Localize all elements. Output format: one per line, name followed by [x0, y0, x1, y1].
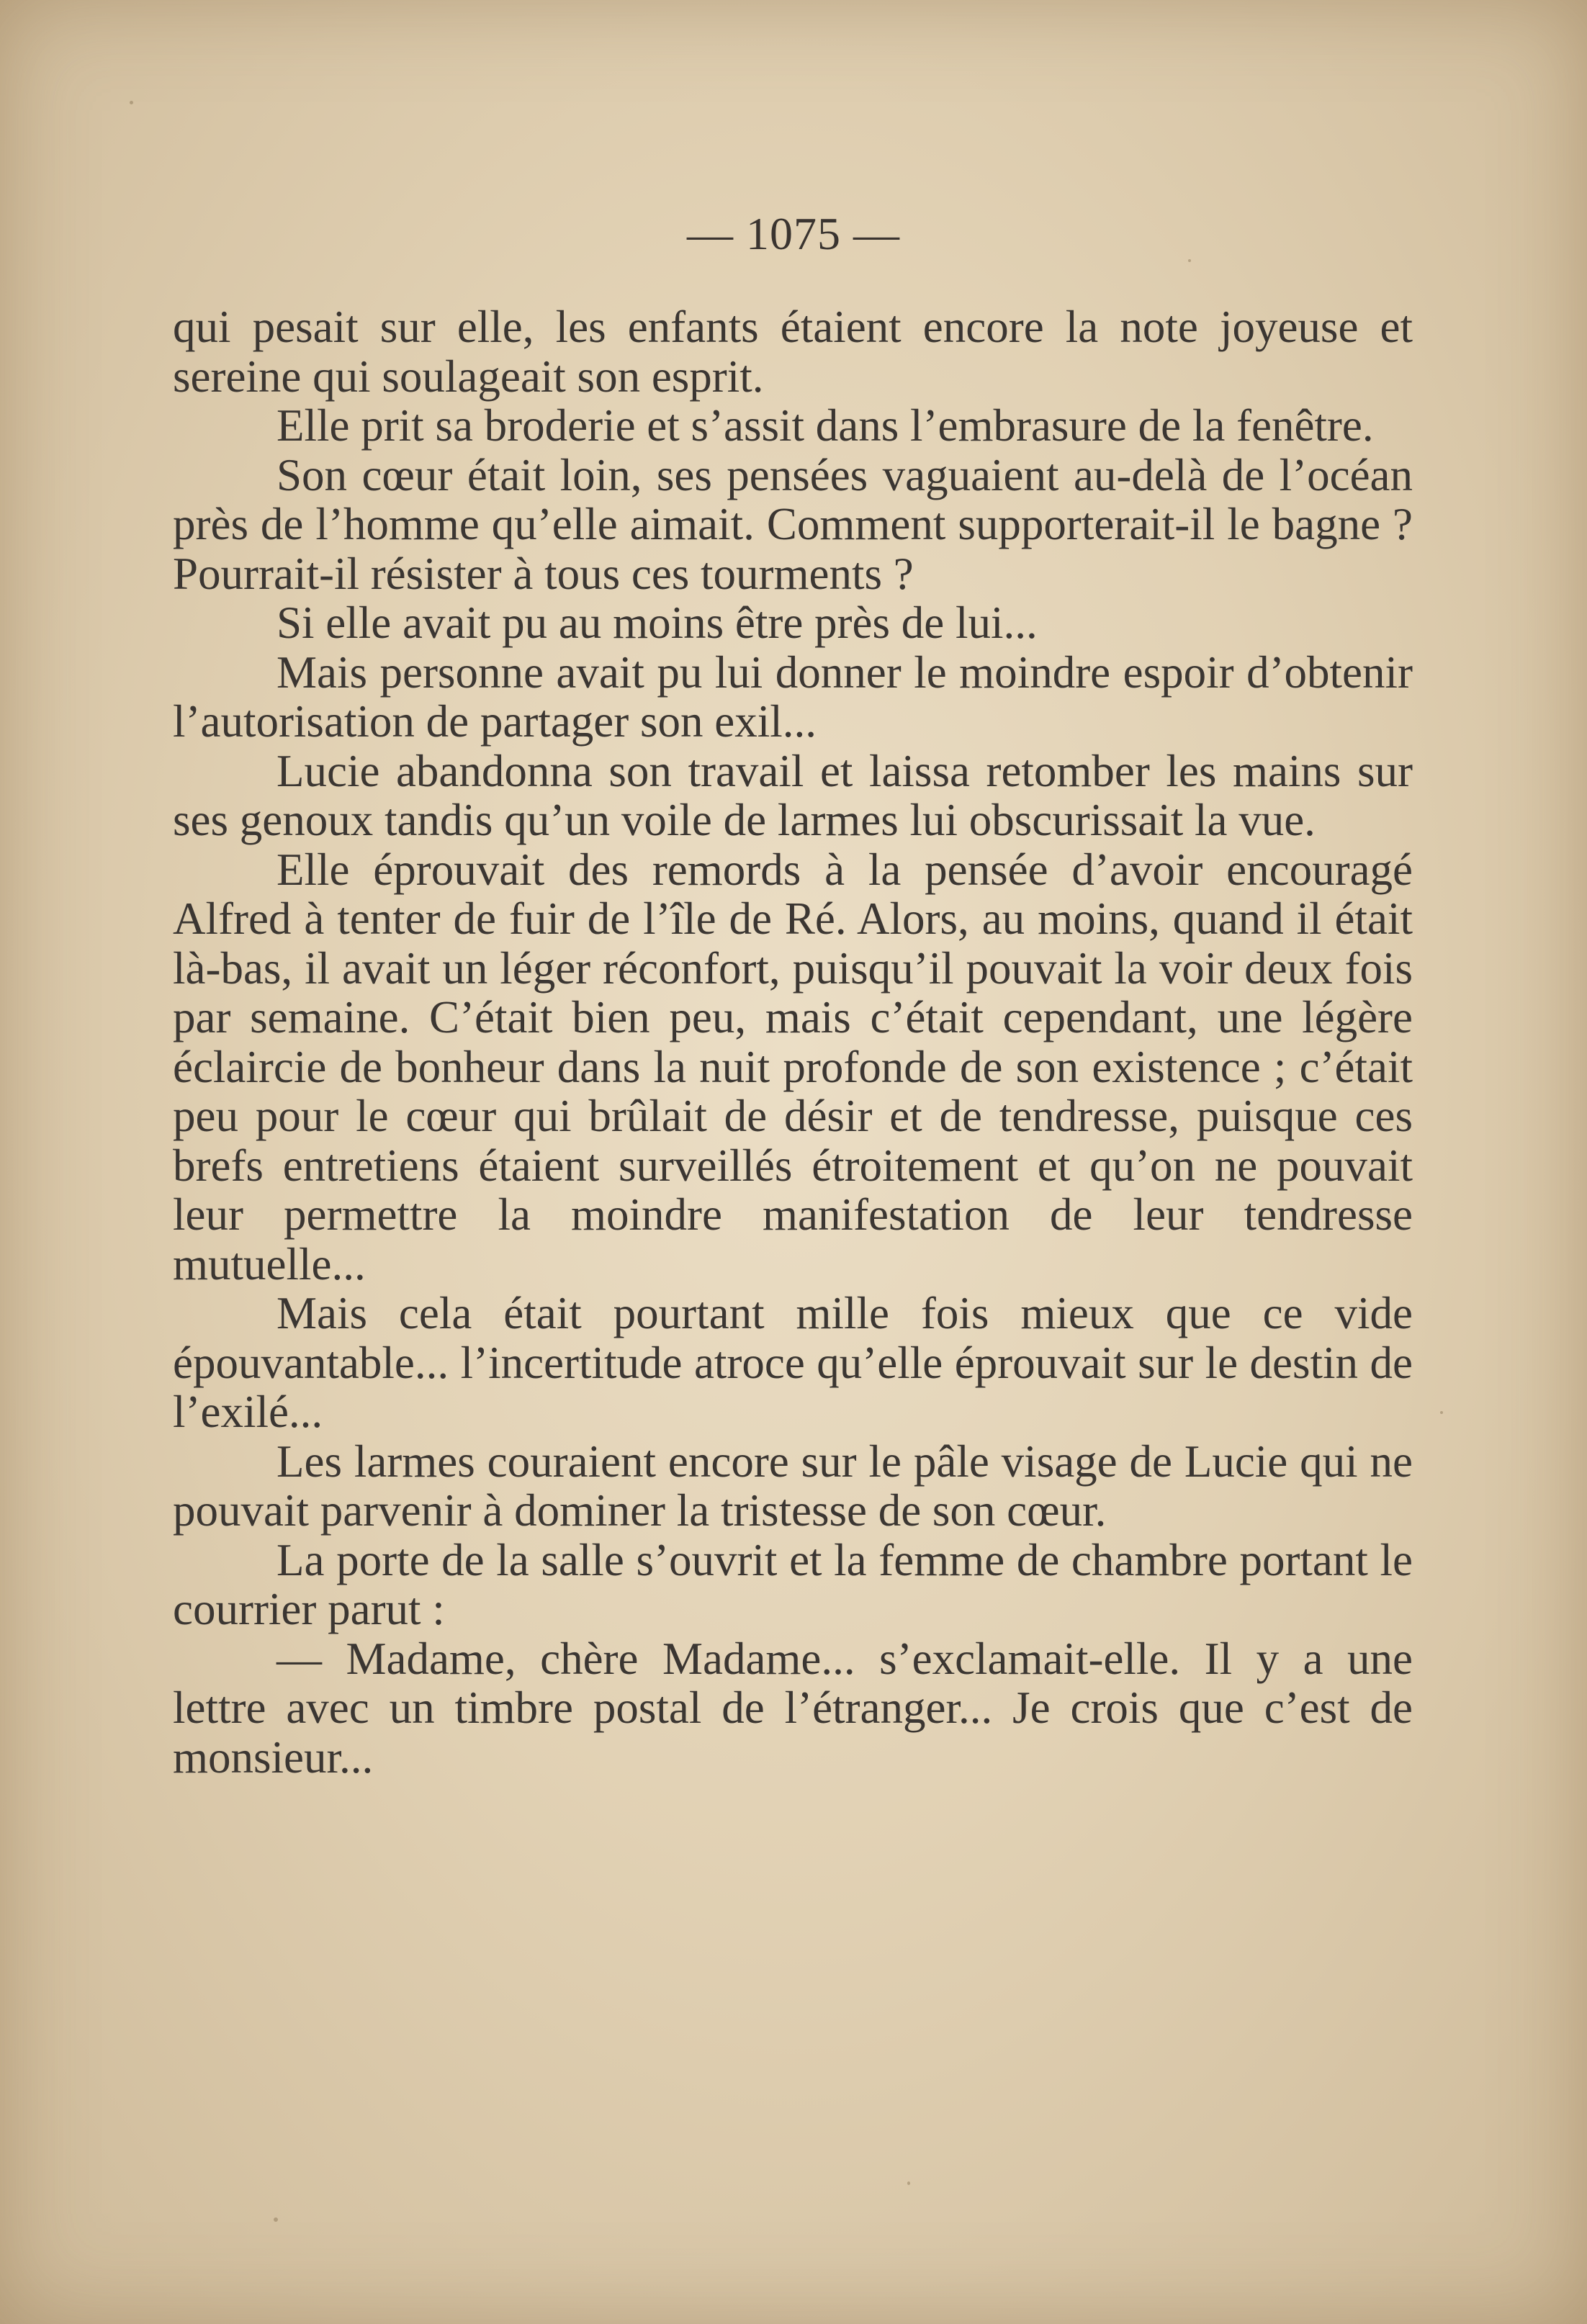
paragraph: qui pesait sur elle, les enfants étaient encore la note joyeuse et sereine qui soulageait son esprit. [173, 302, 1413, 402]
paragraph: Lucie abandonna son travail et laissa retomber les mains sur ses genoux tandis qu’un voile de larmes lui obscurissait la vue. [173, 745, 1413, 845]
paragraph: Son cœur était loin, ses pensées vaguaient au-delà de l’océan près de l’homme qu’elle aimait. Comment supporterait-il le bagne ? Pourrait-il résister à tous ces tourments ? [173, 449, 1413, 599]
paper-speck [274, 2217, 278, 2222]
paragraph: La porte de la salle s’ouvrit et la femme de chambre portant le courrier parut : [173, 1534, 1413, 1634]
paragraph: Elle éprouvait des remords à la pensée d’avoir encouragé Alfred à tenter de fuir de l’île de Ré. Alors, au moins, quand il était là-bas, il avait un léger réconfort, puisqu’il pouvait la voir deux fois par semaine. C’était bien peu, mais c’était cependant, une légère éclaircie de bonheur dans la nuit profonde de son existence ; c’était peu pour le cœur qui brûlait de désir et de tendresse, puisque ces brefs entretiens étaient surveillés étroitement et qu’on ne pouvait leur permettre la moindre manifestation de leur tendresse mutuelle... [173, 844, 1413, 1289]
paper-speck [1440, 1411, 1443, 1414]
paragraph: Mais cela était pourtant mille fois mieux que ce vide épouvantable... l’incertitude atroce qu’elle éprouvait sur le destin de l’exilé... [173, 1288, 1413, 1437]
paper-speck [907, 2181, 910, 2185]
paper-speck [130, 101, 133, 104]
paragraph: Si elle avait pu au moins être près de lui... [277, 598, 1038, 648]
paragraph: Mais personne avait pu lui donner le moindre espoir d’obtenir l’autorisation de partager son exil... [173, 647, 1413, 747]
page-number: — 1075 — [687, 208, 900, 259]
paragraph: Elle prit sa broderie et s’assit dans l’embrasure de la fenêtre. [277, 400, 1374, 451]
paragraph: Les larmes couraient encore sur le pâle visage de Lucie qui ne pouvait parvenir à dominer la tristesse de son cœur. [173, 1436, 1413, 1536]
body-text [173, 302, 1413, 1782]
paragraph: — Madame, chère Madame... s’exclamait-elle. Il y a une lettre avec un timbre postal de l’étranger... Je crois que c’est de monsieur... [173, 1633, 1413, 1783]
